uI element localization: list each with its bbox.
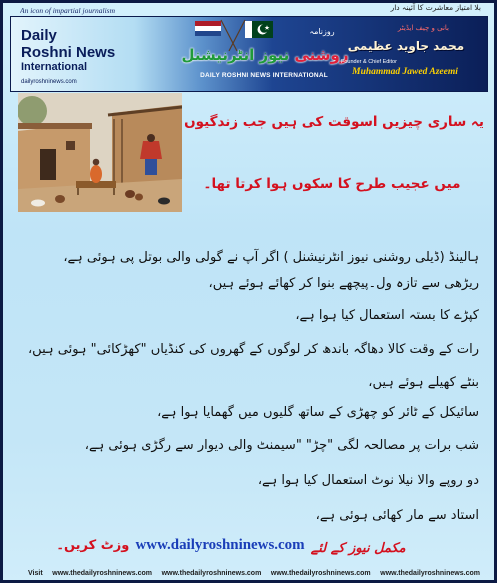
- painting-window: [66, 141, 75, 150]
- headline-line-1: یہ ساری چیزیں اسوقت کی ہیں جب زندگیوں: [184, 114, 484, 130]
- logo-title-english: DAILY ROSHNI NEWS INTERNATIONAL: [200, 72, 328, 79]
- article-line: کپڑے کا بستہ استعمال کیا ہوا ہے،: [295, 308, 479, 323]
- masthead-name-international: International: [21, 61, 88, 73]
- footer-visit-label: Visit: [28, 570, 43, 577]
- footer-link[interactable]: www.thedailyroshninews.com: [270, 570, 371, 577]
- logo-title-word-news-international: نیوز انٹرنیشنل: [181, 46, 290, 64]
- painting-goat-white: [31, 200, 45, 207]
- painting-tree: [18, 96, 47, 126]
- masthead-website: dailyroshninews.com: [21, 79, 77, 85]
- painting-clay-pot: [125, 190, 135, 198]
- website-link[interactable]: www.dailyroshninews.com: [135, 537, 305, 553]
- article-line: ہالینڈ (ڈیلی روشنی نیوز انٹرنیشنل ) اگر آپ نے گولی والی بوتل پی ہوئی ہے،: [63, 250, 479, 265]
- painting-clay-pot: [55, 195, 65, 203]
- article-line: استاد سے مار کھائی ہوئی ہے،: [315, 508, 479, 523]
- cta-prefix: مکمل نیوز کے لئے: [310, 541, 406, 556]
- footer-link[interactable]: www.thedailyroshninews.com: [161, 570, 262, 577]
- article-line: دو روپے والا نیلا نوٹ استعمال کیا ہوا ہے،: [257, 473, 479, 488]
- article-line: سائیکل کے ٹائر کو چھڑی کے ساتھ گلیوں میں گھمایا ہوا ہے،: [157, 405, 479, 420]
- painting-standing-woman-dupatta: [140, 141, 162, 159]
- footer-link[interactable]: www.thedailyroshninews.com: [52, 570, 152, 577]
- headline-line-2: میں عجیب طرح کا سکوں ہوا کرتا تھا۔: [203, 176, 461, 192]
- painting-seated-woman: [90, 165, 102, 183]
- logo-title-word-roshni: روشنی: [294, 46, 349, 64]
- editor-name-english: Muhammad Jawed Azeemi: [352, 67, 458, 77]
- editor-role-urdu: بانی و چیف ایڈیٹر: [397, 24, 449, 32]
- editor-name-urdu: محمد جاوید عظیمی: [347, 39, 465, 53]
- editor-role-english: Founder & Chief Editor: [341, 59, 397, 65]
- logo-title-urdu: [179, 41, 351, 69]
- tagline-english: An icon of impartial journalism: [20, 6, 116, 15]
- masthead-name-roshni-news: Roshni News: [21, 44, 116, 61]
- painting-door: [40, 149, 56, 180]
- article-line: بنٹے کھیلے ہوئے ہیں،: [368, 375, 479, 390]
- painting-clay-pot: [135, 194, 143, 201]
- full-news-cta: [55, 532, 407, 558]
- footer-links: [28, 570, 480, 580]
- footer-link[interactable]: www.thedailyroshninews.com: [380, 570, 480, 577]
- painting-left-roof: [18, 123, 92, 129]
- village-painting: [18, 93, 182, 212]
- tagline-urdu: بلا امتیاز معاشرت کا آئینہ دار: [390, 3, 481, 12]
- masthead-name-daily: Daily: [21, 27, 57, 44]
- painting-seated-woman-head: [93, 159, 100, 166]
- masthead: [10, 16, 488, 92]
- article-line: ریڑھی سے تازہ ول۔پیچھے بنوا کر کھائے ہوئے ہیں،: [208, 276, 479, 291]
- logo-prefix-urdu: روزنامہ: [309, 27, 335, 36]
- article-line: شب برات پر مصالحہ لگی "چڑ" "سیمنٹ والی دیوار سے رگڑی ہوئی ہے،: [84, 438, 479, 453]
- painting-goat-black: [158, 198, 170, 205]
- article-line: رات کے وقت کالا دھاگہ باندھ کر لوگوں کے گھروں کی کنڈیاں "کھڑکائی" ہوئی ہیں،: [27, 342, 479, 357]
- cta-suffix: وزٹ کریں۔: [56, 538, 130, 553]
- painting-standing-woman-head: [147, 134, 155, 142]
